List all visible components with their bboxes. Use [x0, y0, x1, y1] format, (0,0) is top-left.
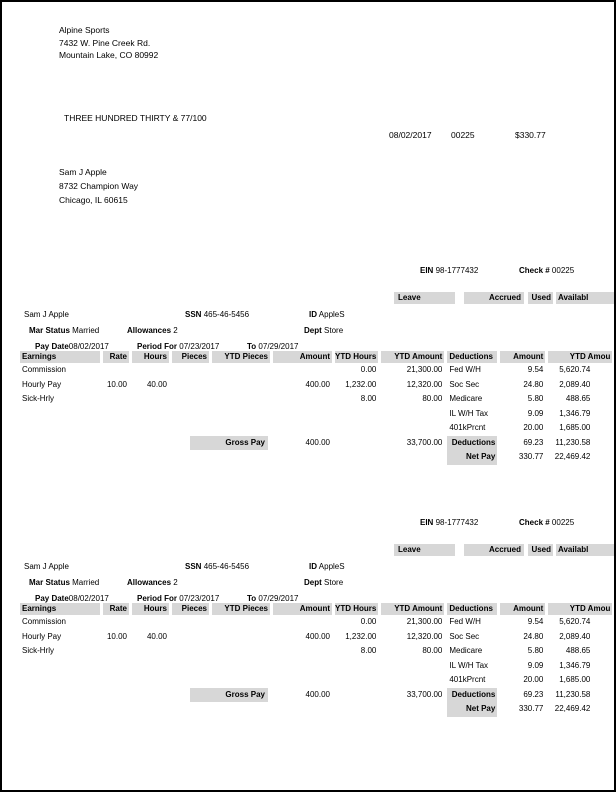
dept-field [304, 324, 343, 338]
allowances-field [127, 576, 178, 590]
employee-name: Sam J Apple [24, 310, 69, 319]
earning-rate [103, 644, 129, 659]
pay-date-label: Pay Date [35, 594, 69, 603]
earning-ytd-hours: 1,232.00 [345, 631, 377, 641]
earning-rate [103, 363, 129, 378]
earning-amount: 400.00 [305, 631, 330, 641]
check-no-value: 00225 [551, 518, 575, 527]
employee-row-1 [2, 308, 616, 322]
deductions-total-amount: 69.23 [523, 689, 544, 699]
header-ytd-pieces: YTD Pieces [212, 351, 270, 363]
gross-pay-ytd: 33,700.00 [406, 689, 443, 699]
table-row [20, 363, 612, 378]
earning-name: Sick-Hrly [22, 646, 54, 655]
ein-field [420, 266, 478, 275]
deduction-name: 401kPrcnt [449, 423, 486, 432]
table-row [20, 630, 612, 645]
earning-ytd-hours: 0.00 [360, 365, 377, 374]
company-address-line1: 7432 W. Pine Creek Rd. [59, 37, 151, 48]
dept-label: Dept [304, 578, 322, 587]
table-row [20, 644, 612, 659]
deduction-amount: 9.54 [527, 365, 544, 374]
ein-label: EIN [420, 518, 434, 527]
allowances-field [127, 324, 178, 338]
pay-date-value: 08/02/2017 [68, 594, 109, 603]
earning-hours: 40.00 [146, 379, 167, 389]
payee-address-line1: 8732 Champion Way [59, 181, 139, 191]
period-to-label: To [247, 342, 257, 351]
leave-accrued-header: Accrued [464, 292, 524, 304]
earning-name: Commission [22, 617, 67, 626]
earning-ytd-hours: 8.00 [360, 394, 377, 403]
net-pay-amount: 330.77 [518, 452, 544, 461]
dept-label: Dept [304, 326, 322, 335]
earning-ytd-hours: 0.00 [360, 617, 377, 626]
table-row [20, 615, 612, 630]
ssn-field [185, 560, 249, 574]
ssn-value: 465-46-5456 [203, 310, 250, 319]
header-pieces: Pieces [172, 351, 209, 363]
deduction-amount: 5.80 [527, 646, 544, 655]
marital-status-label: Mar Status [29, 326, 70, 335]
employee-row-2 [2, 576, 616, 590]
leave-available-header: Availabl [556, 292, 614, 304]
company-address-line2: Mountain Lake, CO 80992 [59, 50, 159, 60]
marital-status-value: Married [72, 326, 100, 335]
table-header-row [20, 351, 612, 363]
deductions-total-ytd: 11,230.58 [555, 689, 591, 699]
earning-amount [273, 363, 332, 378]
pay-stub [2, 516, 616, 731]
check-amount-words: THREE HUNDRED THIRTY & 77/100 [64, 113, 207, 123]
deduction-ytd-amount: 1,685.00 [559, 675, 591, 684]
earning-amount [273, 392, 332, 407]
period-end-value: 07/29/2017 [258, 342, 299, 351]
leave-used-header: Used [528, 544, 553, 556]
earning-name: Commission [22, 365, 67, 374]
header-amount: Amount [273, 603, 332, 615]
allowances-label: Allowances [127, 578, 172, 587]
deduction-ytd-amount: 5,620.74 [559, 617, 591, 626]
header-hours: Hours [132, 603, 169, 615]
employee-id-label: ID [309, 562, 317, 571]
table-row [20, 392, 612, 407]
deductions-total-ytd: 11,230.58 [555, 437, 591, 447]
deduction-amount: 24.80 [523, 631, 544, 641]
ein-label: EIN [420, 266, 434, 275]
header-ytd-hours: YTD Hours [335, 352, 377, 361]
check-number: 00225 [451, 130, 475, 140]
pay-date-label: Pay Date [35, 342, 69, 351]
employee-id-field [309, 560, 345, 574]
deduction-ytd-amount: 1,346.79 [559, 660, 591, 670]
ssn-label: SSN [185, 310, 202, 319]
gross-pay-ytd: 33,700.00 [406, 437, 443, 447]
employee-row-1 [2, 560, 616, 574]
earning-amount [273, 615, 332, 630]
header-ytd-amount: YTD Amount [381, 603, 444, 615]
deduction-ytd-amount: 488.65 [565, 394, 591, 403]
earning-hours: 40.00 [146, 631, 167, 641]
deduction-ytd-amount: 2,089.40 [559, 631, 591, 641]
earning-name: Hourly Pay [22, 631, 62, 641]
deduction-name: Soc Sec [449, 631, 480, 641]
deduction-name: 401kPrcnt [449, 675, 486, 684]
deduction-ytd-amount: 1,685.00 [559, 423, 591, 432]
payee-address-line2: Chicago, IL 60615 [59, 195, 128, 205]
earning-ytd-hours: 1,232.00 [345, 379, 377, 389]
table-row [20, 378, 612, 393]
header-rate: Rate [103, 603, 129, 615]
net-pay-row [20, 702, 612, 717]
net-pay-label: Net Pay [447, 702, 497, 717]
ssn-field [185, 308, 249, 322]
table-row [20, 421, 612, 436]
deduction-name: IL W/H Tax [449, 408, 489, 418]
period-end-value: 07/29/2017 [258, 594, 299, 603]
net-pay-amount: 330.77 [518, 704, 544, 713]
deduction-amount: 9.09 [527, 660, 544, 670]
earning-ytd-amount: 21,300.00 [406, 365, 443, 374]
deduction-name: Medicare [449, 646, 483, 655]
deductions-total-label: Deductions [447, 688, 497, 703]
header-ytd-hours: YTD Hours [335, 604, 377, 613]
period-for-label: Period For [137, 342, 178, 351]
earning-rate: 10.00 [106, 379, 127, 389]
header-ytd-amount: YTD Amount [381, 351, 444, 363]
check-no-field [519, 266, 574, 275]
earning-rate [103, 615, 129, 630]
pay-stub [2, 264, 616, 479]
deduction-amount: 9.54 [527, 617, 544, 626]
check-no-value: 00225 [551, 266, 575, 275]
earning-rate [103, 392, 129, 407]
payee-address-block [59, 165, 138, 207]
leave-accrued-header: Accrued [464, 544, 524, 556]
company-address-block [59, 24, 158, 62]
ssn-value: 465-46-5456 [203, 562, 250, 571]
employee-id-value: AppleS [318, 310, 345, 319]
header-ded-ytd-amount: YTD Amou [548, 351, 612, 363]
earning-ytd-amount: 12,320.00 [406, 379, 443, 389]
deduction-ytd-amount: 5,620.74 [559, 365, 591, 374]
check-no-field [519, 518, 574, 527]
check-date: 08/02/2017 [389, 130, 432, 140]
table-header-row [20, 603, 612, 615]
company-name: Alpine Sports [59, 25, 110, 35]
dept-value: Store [324, 578, 344, 587]
employee-row-2 [2, 324, 616, 338]
payee-name: Sam J Apple [59, 167, 107, 177]
period-start-value: 07/23/2017 [179, 342, 220, 351]
earning-hours [132, 644, 169, 659]
dept-value: Store [324, 326, 344, 335]
header-rate: Rate [103, 351, 129, 363]
deduction-amount: 5.80 [527, 394, 544, 403]
earning-rate: 10.00 [106, 631, 127, 641]
gross-pay-label: Gross Pay [190, 688, 268, 703]
deduction-ytd-amount: 1,346.79 [559, 408, 591, 418]
leave-header: Leave [394, 292, 455, 304]
leave-available-header: Availabl [556, 544, 614, 556]
ein-value: 98-1777432 [435, 266, 479, 275]
deduction-amount: 20.00 [523, 423, 544, 432]
earning-name: Sick-Hrly [22, 394, 54, 403]
pay-date-value: 08/02/2017 [68, 342, 109, 351]
deduction-name: IL W/H Tax [449, 660, 489, 670]
period-to-label: To [247, 594, 257, 603]
header-earnings: Earnings [20, 351, 100, 363]
leave-used-header: Used [528, 292, 553, 304]
table-row [20, 659, 612, 674]
header-ytd-pieces: YTD Pieces [212, 603, 270, 615]
header-ded-amount: Amount [500, 603, 545, 615]
check-amount: $330.77 [515, 130, 546, 140]
earning-name: Hourly Pay [22, 379, 62, 389]
earning-ytd-amount: 80.00 [422, 394, 443, 403]
header-deductions: Deductions [447, 603, 497, 615]
check-no-label: Check # [519, 518, 550, 527]
net-pay-ytd: 22,469.42 [554, 452, 591, 461]
marital-status-field [29, 324, 99, 338]
deduction-name: Fed W/H [449, 365, 481, 374]
check-no-label: Check # [519, 266, 550, 275]
deduction-ytd-amount: 488.65 [565, 646, 591, 655]
dept-field [304, 576, 343, 590]
employee-name: Sam J Apple [24, 562, 69, 571]
employee-id-field [309, 308, 345, 322]
period-start-value: 07/23/2017 [179, 594, 220, 603]
totals-row [20, 436, 612, 451]
ssn-label: SSN [185, 562, 202, 571]
allowances-label: Allowances [127, 326, 172, 335]
marital-status-value: Married [72, 578, 100, 587]
deduction-name: Medicare [449, 394, 483, 403]
header-ded-ytd-amount: YTD Amou [548, 603, 612, 615]
table-row [20, 407, 612, 422]
employee-id-value: AppleS [318, 562, 345, 571]
deduction-amount: 20.00 [523, 675, 544, 684]
allowances-value: 2 [173, 326, 178, 335]
deduction-amount: 9.09 [527, 408, 544, 418]
earnings-deductions-table [17, 351, 615, 465]
earning-hours [132, 363, 169, 378]
deductions-total-label: Deductions [447, 436, 497, 451]
earning-amount: 400.00 [305, 379, 330, 389]
allowances-value: 2 [173, 578, 178, 587]
deduction-ytd-amount: 2,089.40 [559, 379, 591, 389]
header-hours: Hours [132, 351, 169, 363]
deduction-name: Fed W/H [449, 617, 481, 626]
employee-id-label: ID [309, 310, 317, 319]
earning-amount [273, 644, 332, 659]
net-pay-row [20, 450, 612, 465]
deduction-name: Soc Sec [449, 379, 480, 389]
gross-pay-amount: 400.00 [305, 437, 330, 447]
gross-pay-amount: 400.00 [305, 689, 330, 699]
earning-ytd-hours: 8.00 [360, 646, 377, 655]
table-row [20, 673, 612, 688]
net-pay-label: Net Pay [447, 450, 497, 465]
deduction-amount: 24.80 [523, 379, 544, 389]
header-pieces: Pieces [172, 603, 209, 615]
earning-hours [132, 615, 169, 630]
period-for-label: Period For [137, 594, 178, 603]
earning-ytd-amount: 80.00 [422, 646, 443, 655]
ein-field [420, 518, 478, 527]
marital-status-label: Mar Status [29, 578, 70, 587]
earning-ytd-amount: 12,320.00 [406, 631, 443, 641]
deductions-total-amount: 69.23 [523, 437, 544, 447]
earning-ytd-amount: 21,300.00 [406, 617, 443, 626]
leave-header: Leave [394, 544, 455, 556]
marital-status-field [29, 576, 99, 590]
header-earnings: Earnings [20, 603, 100, 615]
header-amount: Amount [273, 351, 332, 363]
gross-pay-label: Gross Pay [190, 436, 268, 451]
ein-value: 98-1777432 [435, 518, 479, 527]
earning-hours [132, 392, 169, 407]
earnings-deductions-table [17, 603, 615, 717]
totals-row [20, 688, 612, 703]
net-pay-ytd: 22,469.42 [554, 704, 591, 713]
header-ded-amount: Amount [500, 351, 545, 363]
header-deductions: Deductions [447, 351, 497, 363]
